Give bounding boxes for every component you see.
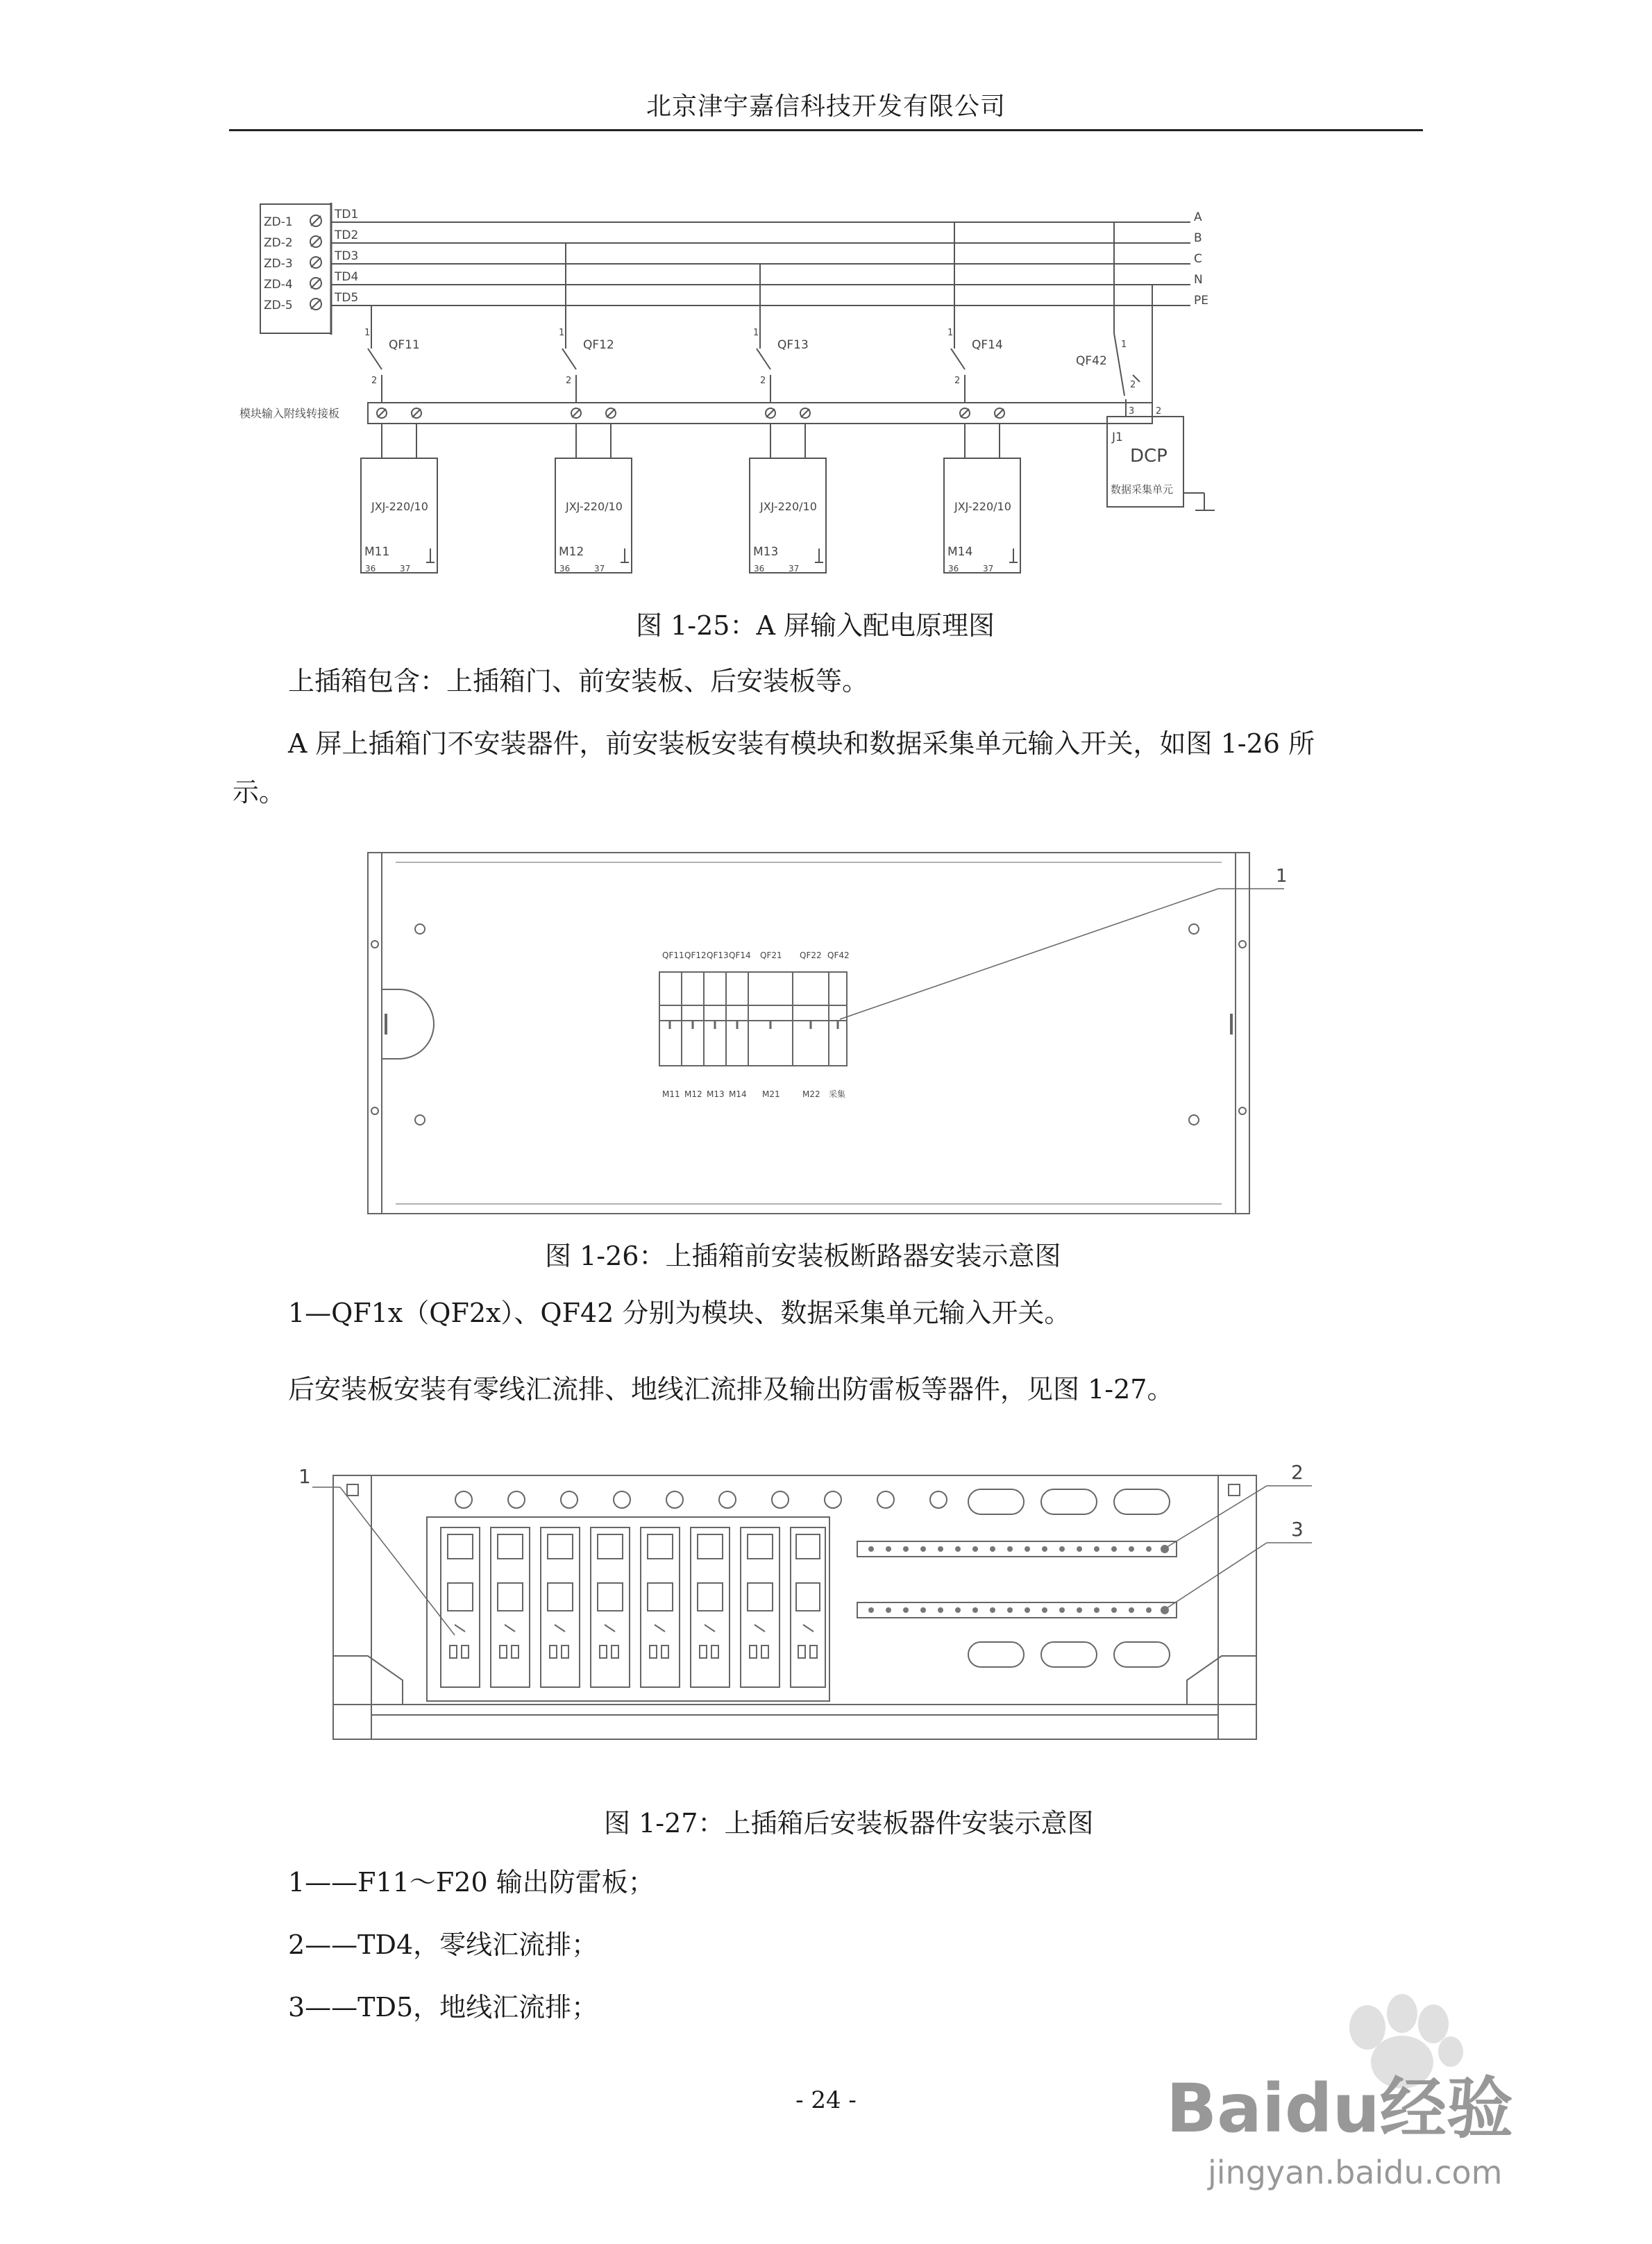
pin-label: 1 xyxy=(364,328,371,338)
watermark-url: jingyan.baidu.com xyxy=(1208,2154,1503,2191)
pin-label: 1 xyxy=(559,328,565,338)
paragraph-2-line-1: A 屏上插箱门不安装器件，前安装板安装有模块和数据采集单元输入开关，如图 1-26 所 xyxy=(288,728,1315,759)
pin-label: 2 xyxy=(954,376,961,386)
pin-label: 2 xyxy=(566,376,572,386)
legend-item: 3——TD5，地线汇流排； xyxy=(288,1992,598,2023)
breaker-label: QF14 xyxy=(972,338,1003,352)
transfer-board-label: 模块输入附线转接板 xyxy=(239,407,340,420)
phase-label: A xyxy=(1194,210,1202,224)
dcp-desc: 数据采集单元 xyxy=(1111,483,1174,496)
phase-label: PE xyxy=(1194,294,1208,308)
paragraph-2-line-2: 示。 xyxy=(233,777,286,807)
pin-label: 36 xyxy=(559,564,571,573)
figure-1-26-caption: 图 1-26：上插箱前安装板断路器安装示意图 xyxy=(545,1241,1061,1271)
terminal-label: ZD-1 xyxy=(264,215,293,229)
pin-label: 37 xyxy=(789,564,800,573)
pin-label: 2 xyxy=(371,376,378,386)
phase-label: B xyxy=(1194,231,1202,245)
page-header: 北京津宇嘉信科技开发有限公司 xyxy=(646,92,1006,121)
legend-item: 1——F11～F20 输出防雷板； xyxy=(288,1867,655,1898)
breaker-label: QF12 xyxy=(684,951,707,960)
breaker-label: QF13 xyxy=(777,338,809,352)
breaker-label: QF22 xyxy=(800,951,822,960)
breaker-label: QF42 xyxy=(827,951,850,960)
baidu-watermark xyxy=(1159,1986,1548,2194)
module-label: M22 xyxy=(802,1089,820,1099)
legend-item: 2——TD4，零线汇流排； xyxy=(288,1929,598,1960)
bus-label: TD5 xyxy=(335,291,359,305)
module-model: JXJ-220/10 xyxy=(566,500,623,513)
figure-1-27-caption: 图 1-27：上插箱后安装板器件安装示意图 xyxy=(604,1808,1094,1839)
pin-label: 37 xyxy=(400,564,411,573)
module-label: M21 xyxy=(762,1089,780,1099)
pin-label: 1 xyxy=(1121,340,1127,350)
pin-label: 36 xyxy=(365,564,376,573)
module-label: M12 xyxy=(684,1089,702,1099)
pin-label: 36 xyxy=(754,564,765,573)
module-label: M11 xyxy=(662,1089,680,1099)
module-label: M14 xyxy=(729,1089,747,1099)
figure-1-25-caption: 图 1-25：A 屏输入配电原理图 xyxy=(636,610,995,641)
module-label: M14 xyxy=(947,545,973,559)
paragraph-1: 上插箱包含：上插箱门、前安装板、后安装板等。 xyxy=(288,666,869,696)
bus-label: TD3 xyxy=(335,249,359,263)
terminal-label: ZD-5 xyxy=(264,299,293,312)
figure-1-26-note: 1—QF1x（QF2x）、QF42 分别为模块、数据采集单元输入开关。 xyxy=(288,1298,1071,1328)
figure-1-25-schematic xyxy=(239,187,1236,590)
terminal-label: ZD-2 xyxy=(264,236,293,250)
phase-label: C xyxy=(1194,252,1202,266)
breaker-label: QF11 xyxy=(662,951,684,960)
breaker-label: QF12 xyxy=(583,338,614,352)
module-model: JXJ-220/10 xyxy=(371,500,428,513)
bus-label: TD4 xyxy=(335,270,359,284)
bus-label: TD1 xyxy=(335,208,359,221)
pin-label: 2 xyxy=(1156,406,1162,417)
pin-label: 1 xyxy=(753,328,759,338)
figure-1-26-drawing xyxy=(361,847,1333,1222)
callout-1: 1 xyxy=(298,1465,311,1488)
dcp-label: DCP xyxy=(1130,446,1168,467)
figure-1-27-drawing xyxy=(292,1458,1333,1764)
callout-1: 1 xyxy=(1276,866,1288,887)
module-model: JXJ-220/10 xyxy=(954,500,1011,513)
callout-2: 2 xyxy=(1291,1461,1304,1484)
breaker-label: QF13 xyxy=(707,951,729,960)
breaker-label: QF42 xyxy=(1076,354,1107,368)
module-label: M13 xyxy=(753,545,779,559)
terminal-label: ZD-3 xyxy=(264,257,293,271)
pin-label: 3 xyxy=(1129,406,1135,417)
header-rule xyxy=(229,129,1423,131)
paragraph-3: 后安装板安装有零线汇流排、地线汇流排及输出防雷板等器件，见图 1-27。 xyxy=(288,1374,1174,1405)
watermark-brand: Baidu经验 xyxy=(1166,2070,1513,2147)
page-number: - 24 - xyxy=(795,2086,857,2114)
pin-label: 2 xyxy=(1130,380,1136,390)
phase-label: N xyxy=(1194,273,1203,287)
module-model: JXJ-220/10 xyxy=(760,500,817,513)
callout-3: 3 xyxy=(1291,1518,1304,1541)
terminal-label: ZD-4 xyxy=(264,278,293,292)
pin-label: 2 xyxy=(760,376,766,386)
module-label: M13 xyxy=(707,1089,725,1099)
module-label: 采集 xyxy=(829,1089,846,1099)
pin-label: 1 xyxy=(947,328,954,338)
module-label: M11 xyxy=(364,545,390,559)
pin-label: 37 xyxy=(594,564,605,573)
module-label: M12 xyxy=(559,545,584,559)
dcp-j-label: J1 xyxy=(1112,430,1123,444)
breaker-label: QF14 xyxy=(729,951,751,960)
pin-label: 36 xyxy=(948,564,959,573)
bus-label: TD2 xyxy=(335,228,359,242)
breaker-label: QF21 xyxy=(760,951,782,960)
pin-label: 37 xyxy=(983,564,994,573)
paw-icon xyxy=(1159,1986,1548,2194)
breaker-label: QF11 xyxy=(389,338,420,352)
